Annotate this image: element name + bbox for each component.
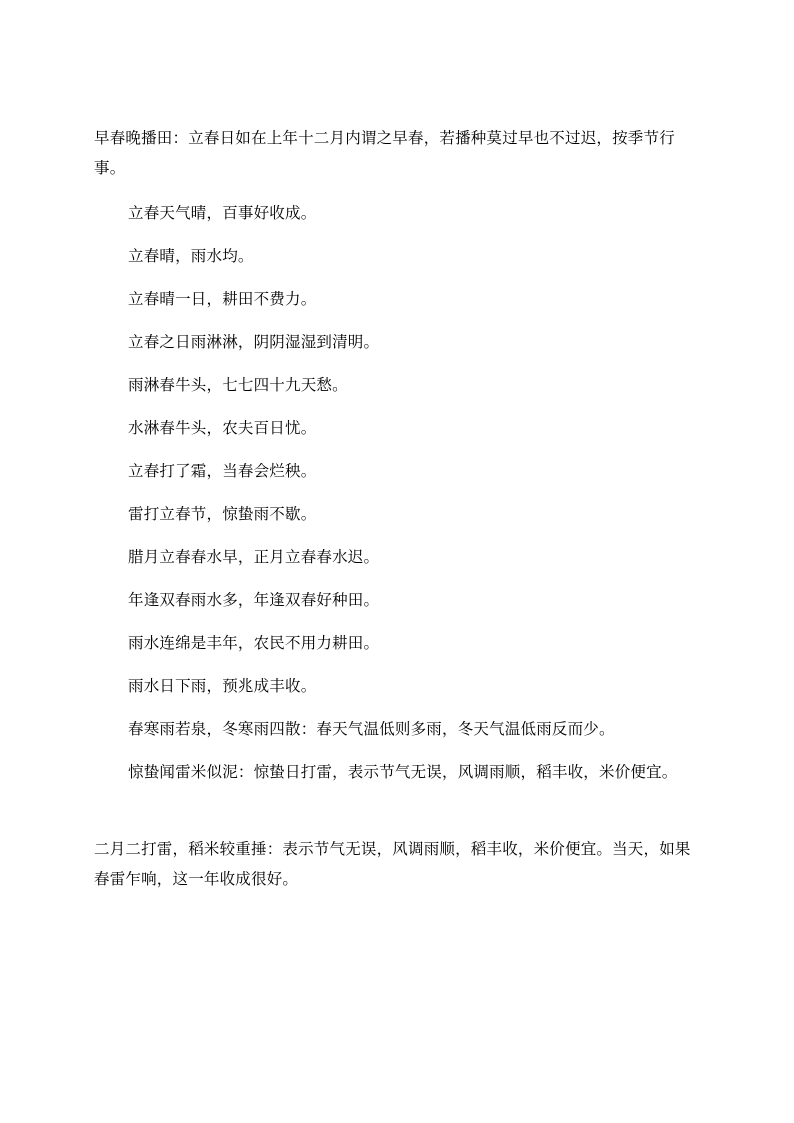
saying-item: 春寒雨若泉，冬寒雨四散：春天气温低则多雨，冬天气温低雨反而少。 bbox=[128, 720, 615, 738]
intro-paragraph: 早春晚播田：立春日如在上年十二月内谓之早春，若播种莫过早也不过迟，按季节行事。 bbox=[94, 129, 675, 177]
saying-item: 惊蛰闻雷米似泥：惊蛰日打雷，表示节气无误，风调雨顺，稻丰收，米价便宜。 bbox=[128, 763, 678, 781]
saying-item: 立春晴一日，耕田不费力。 bbox=[128, 290, 317, 308]
saying-item: 立春之日雨淋淋，阴阴湿湿到清明。 bbox=[128, 333, 380, 351]
saying-item: 年逢双春雨水多，年逢双春好种田。 bbox=[128, 591, 380, 609]
saying-item: 腊月立春春水早，正月立春春水迟。 bbox=[128, 548, 380, 566]
saying-item: 立春晴，雨水均。 bbox=[128, 247, 254, 265]
saying-item: 水淋春牛头，农夫百日忧。 bbox=[128, 419, 317, 437]
closing-paragraph: 二月二打雷，稻米较重捶：表示节气无误，风调雨顺，稻丰收，米价便宜。当天，如果春雷乍响，这一年收成很好。 bbox=[94, 840, 691, 888]
saying-item: 雷打立春节，惊蛰雨不歇。 bbox=[128, 505, 317, 523]
sayings-list bbox=[128, 198, 728, 800]
saying-item: 立春天气晴，百事好收成。 bbox=[128, 204, 317, 222]
saying-item: 立春打了霜，当春会烂秧。 bbox=[128, 462, 317, 480]
saying-item: 雨水连绵是丰年，农民不用力耕田。 bbox=[128, 634, 380, 652]
saying-item: 雨水日下雨，预兆成丰收。 bbox=[128, 677, 317, 695]
saying-item: 雨淋春牛头，七七四十九天愁。 bbox=[128, 376, 348, 394]
